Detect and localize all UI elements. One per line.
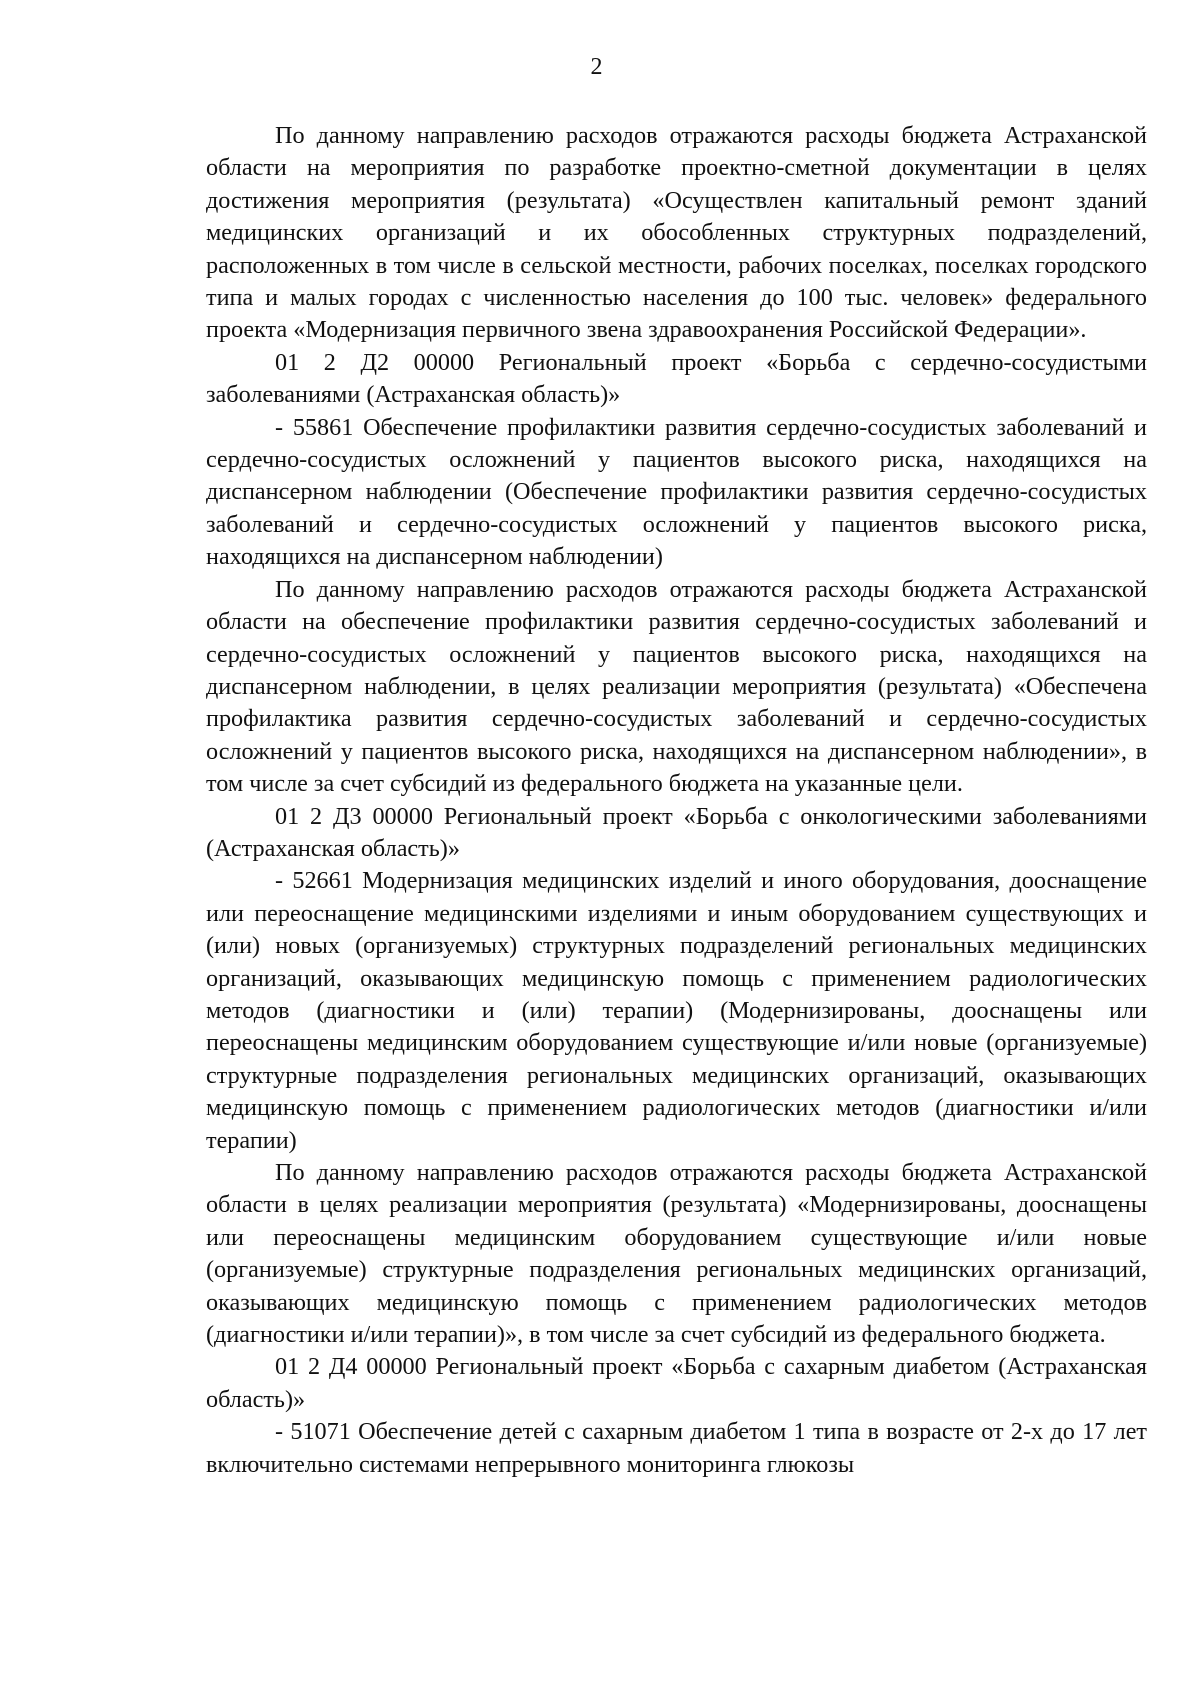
- paragraph-expenses-cardio: По данному направлению расходов отражаются расходы бюджета Астраханской области на обеспечение профилактики развития сердечно-сосудистых заболеваний и сердечно-сосудистых осложнений у пациентов высокого риска, находящихся на диспансерном наблюдении, в целях реализации мероприятия (результата) «Обеспечена профилактика развития сердечно-сосудистых заболеваний и сердечно-сосудистых осложнений у пациентов высокого риска, находящихся на диспансерном наблюдении», в том числе за счет субсидий из федерального бюджета на указанные цели.: [206, 575, 1147, 798]
- paragraph-project-d2-heading: 01 2 Д2 00000 Региональный проект «Борьба с сердечно-сосудистыми заболеваниями (Астраханская область)»: [206, 348, 1147, 409]
- paragraph-project-d3-heading: 01 2 Д3 00000 Региональный проект «Борьба с онкологическими заболеваниями (Астраханская область)»: [206, 802, 1147, 862]
- page-number: 2: [590, 54, 603, 80]
- paragraph-project-d4-heading: 01 2 Д4 00000 Региональный проект «Борьба с сахарным диабетом (Астраханская область)»: [206, 1353, 1147, 1413]
- paragraph-expenses-oncology: По данному направлению расходов отражаются расходы бюджета Астраханской области в целях реализации мероприятия (результата) «Модернизированы, дооснащены или переоснащены медицинским оборудованием существующие и/или новые (организуемые) структурные подразделения региональных медицинских организаций, оказывающих медицинскую помощь с применением радиологических методов (диагностики и/или терапии)», в том числе за счет субсидий из федерального бюджета.: [206, 1159, 1147, 1349]
- paragraph-code-51071: - 51071 Обеспечение детей с сахарным диабетом 1 типа в возрасте от 2-х до 17 лет включительно системами непрерывного мониторинга глюкозы: [206, 1418, 1147, 1478]
- paragraph-expenses-design-docs: По данному направлению расходов отражаются расходы бюджета Астраханской области на мероприятия по разработке проектно-сметной документации в целях достижения мероприятия (результата) «Осуществлен капитальный ремонт зданий медицинских организаций и их обособленных структурных подразделений, расположенных в том числе в сельской местности, рабочих поселках, поселках городского типа и малых городах с численностью населения до 100 тыс. человек» федерального проекта «Модернизация первичного звена здравоохранения Российской Федерации».: [206, 122, 1147, 344]
- paragraph-code-52661: - 52661 Модернизация медицинских изделий и иного оборудования, дооснащение или переоснащение медицинскими изделиями и иным оборудованием существующих и (или) новых (организуемых) структурных подразделений региональных медицинских организаций, оказывающих медицинскую помощь с применением радиологических методов (диагностики и (или) терапии) (Модернизированы, дооснащены или переоснащены медицинским оборудованием существующие и/или новые (организуемые) структурные подразделения региональных медицинских организаций, оказывающих медицинскую помощь с применением радиологических методов (диагностики и/или терапии): [206, 867, 1147, 1154]
- paragraph-code-55861: - 55861 Обеспечение профилактики развития сердечно-сосудистых заболеваний и сердечно-сосудистых осложнений у пациентов высокого риска, находящихся на диспансерном наблюдении (Обеспечение профилактики развития сердечно-сосудистых заболеваний и сердечно-сосудистых осложнений у пациентов высокого риска, находящихся на диспансерном наблюдении): [206, 413, 1147, 571]
